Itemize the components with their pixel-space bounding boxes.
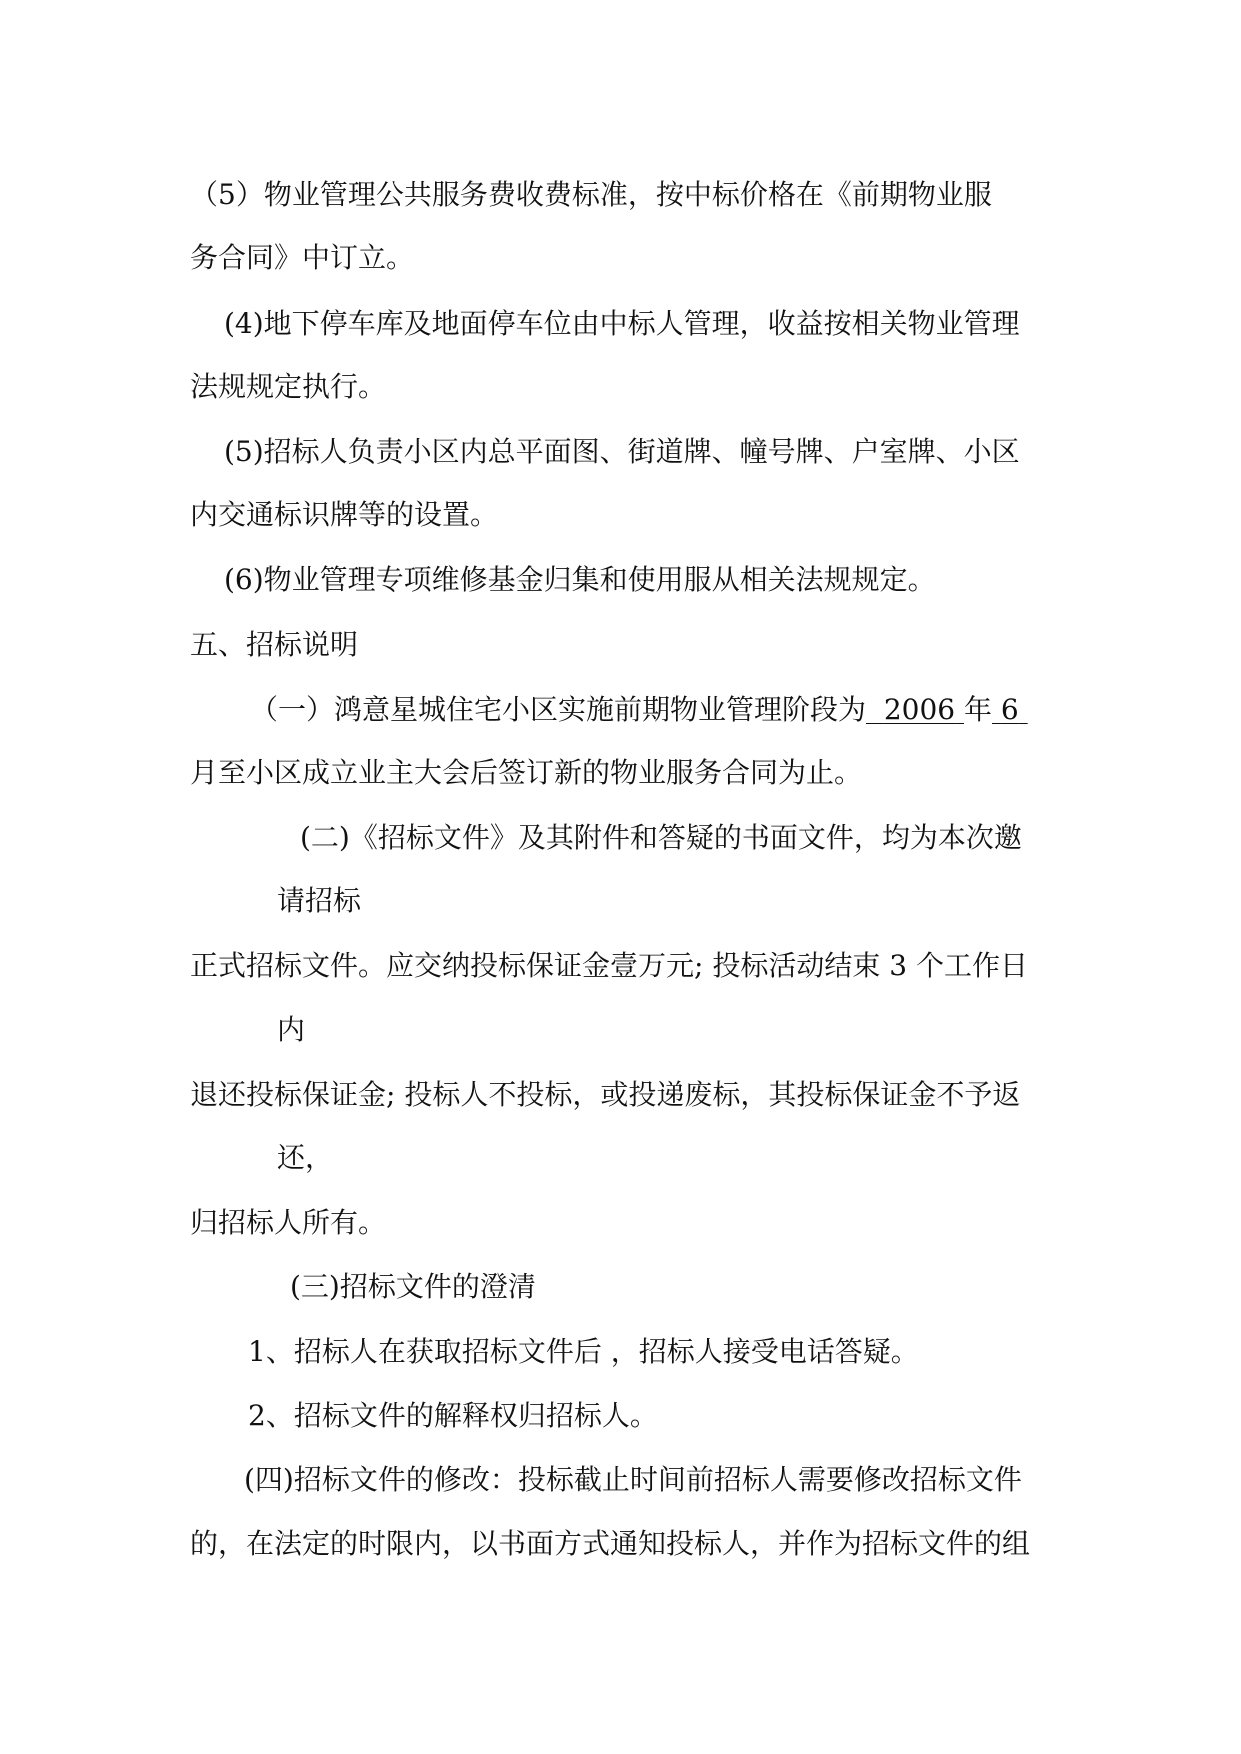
paragraph-line: 正式招标文件。应交纳投标保证金壹万元; 投标活动结束 3 个工作日 [190, 949, 1028, 982]
paragraph-line: 2、招标文件的解释权归招标人。 [248, 1399, 658, 1432]
year-field: 2006 [883, 693, 956, 726]
paragraph-line: 内交通标识牌等的设置。 [190, 498, 499, 531]
paragraph-line: 月至小区成立业主大会后签订新的物业服务合同为止。 [190, 756, 863, 789]
month-field: 6 [1000, 693, 1019, 726]
paragraph-line: 退还投标保证金; 投标人不投标，或投递废标，其投标保证金不予返 [190, 1078, 1021, 1111]
paragraph-line: 1、招标人在获取招标文件后 ，招标人接受电话答疑。 [248, 1335, 919, 1368]
paragraph-line: 的，在法定的时限内，以书面方式通知投标人，并作为招标文件的组 [190, 1527, 1031, 1560]
year-label: 年 [964, 693, 993, 726]
paragraph-line: 还， [277, 1141, 334, 1174]
paragraph-line: (4)地下停车库及地面停车位由中标人管理，收益按相关物业管理 [224, 307, 1020, 340]
paragraph-line: (5)招标人负责小区内总平面图、街道牌、幢号牌、户室牌、小区 [224, 435, 1020, 468]
paragraph-line: （5）物业管理公共服务费收费标准，按中标价格在《前期物业服 [190, 178, 992, 211]
paragraph-line: (三)招标文件的澄清 [290, 1270, 536, 1303]
paragraph-line: (四)招标文件的修改：投标截止时间前招标人需要修改招标文件 [244, 1463, 1022, 1496]
paragraph-line: 请招标 [277, 884, 362, 917]
paragraph-line [250, 690, 1028, 730]
paragraph-line: 务合同》中订立。 [190, 241, 415, 274]
paragraph-line: (二)《招标文件》及其附件和答疑的书面文件，均为本次邀 [300, 821, 1022, 854]
section-heading: 五、招标说明 [190, 628, 359, 661]
paragraph-line: (6)物业管理专项维修基金归集和使用服从相关法规规定。 [224, 563, 936, 596]
paragraph-line: 归招标人所有。 [190, 1206, 387, 1239]
paragraph-line: 法规规定执行。 [190, 370, 387, 403]
paragraph-line: 内 [277, 1013, 306, 1046]
line-text: （一）鸿意星城住宅小区实施前期物业管理阶段为 [250, 693, 867, 726]
